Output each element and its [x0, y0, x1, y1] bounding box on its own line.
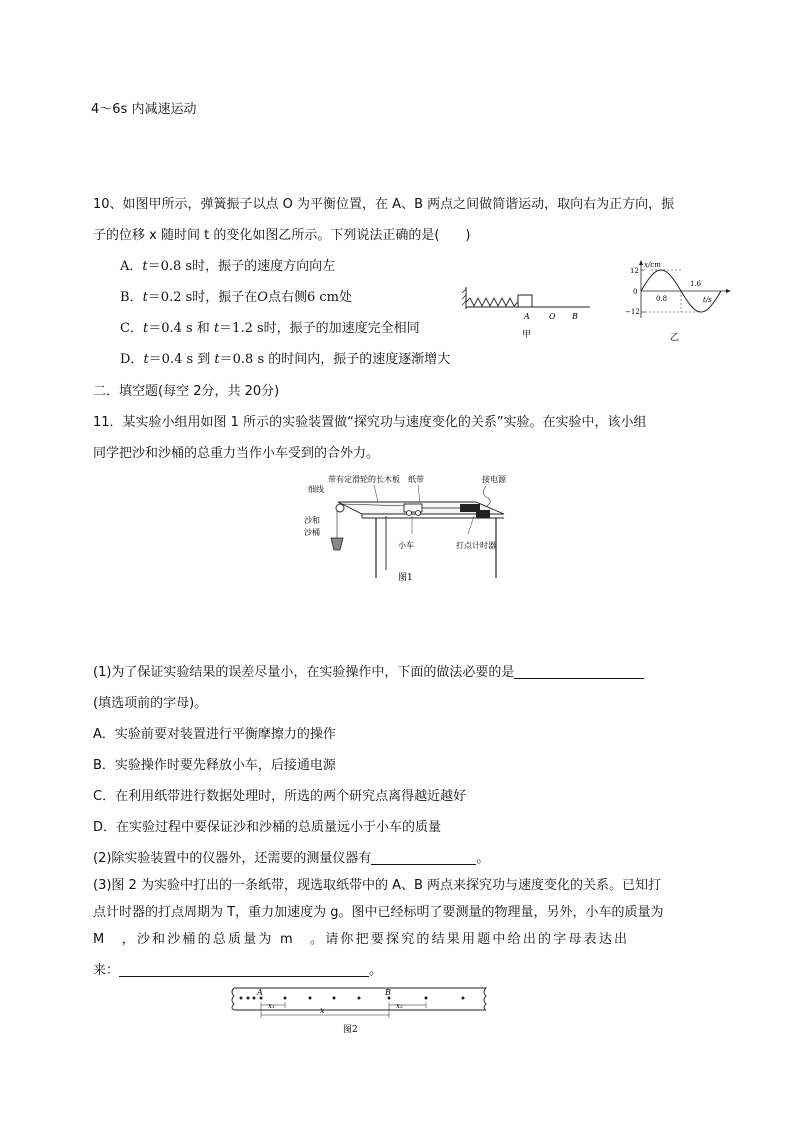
point-b-label: B: [572, 312, 578, 321]
oscillator-block: [518, 295, 532, 307]
y-axis-label: x/cm: [644, 261, 661, 269]
sand-label-1: 沙和: [304, 516, 320, 525]
part2-answer-blank[interactable]: [371, 850, 476, 865]
q10-option-d: D．t＝0.4 s 到 t＝0.8 s 的时间内，振子的速度逐渐增大: [120, 352, 451, 367]
point-o-label: O: [549, 312, 556, 321]
q11-part3-line4: 来： 。: [93, 963, 383, 978]
dot: [333, 997, 336, 1000]
experiment-apparatus-figure: [300, 470, 516, 584]
q10-stem-line2: 子的位移 x 随时间 t 的变化如图乙所示。下列说法正确的是( ): [93, 228, 471, 243]
tick-0: 0: [633, 288, 638, 296]
spring-oscillator-figure: [462, 283, 592, 343]
dot: [284, 997, 287, 1000]
tape-point-b: B: [385, 988, 391, 997]
board-label: 带有定滑轮的长木板: [328, 475, 400, 484]
q11-part1-line1: (1)为了保证实验结果的误差尽量小，在实验操作中，下面的做法必要的是: [93, 664, 644, 682]
q10-stem-line1: 10、如图甲所示，弹簧振子以点 O 为平衡位置，在 A、B 两点之间做简谐运动，取向右为正方向，振: [93, 197, 675, 212]
tick-12: 12: [630, 267, 639, 275]
tape-label: 纸带: [408, 475, 424, 484]
timer-label: 打点计时器: [456, 541, 496, 550]
displacement-time-graph: [614, 258, 736, 344]
section-2-title: 二．填空题(每空 2分，共 20分): [93, 384, 280, 399]
power-label: 接电源: [482, 475, 506, 484]
dot: [309, 997, 312, 1000]
q10-option-a: A．t＝0.8 s时，振子的速度方向向左: [120, 259, 336, 274]
dot: [247, 997, 250, 1000]
q11-stem-line1: 11．某实验小组用如图 1 所示的实验装置做“探究功与速度变化的关系”实验。在实验中，该小组: [93, 415, 647, 430]
time-0-8-label: 0.8: [656, 295, 668, 303]
dot: [240, 997, 243, 1000]
figure-jia-caption: 甲: [522, 330, 532, 340]
spring: [466, 298, 518, 306]
sand-label-2: 沙桶: [304, 528, 320, 537]
point-a-label: A: [524, 312, 530, 321]
paper-tape-figure: [228, 984, 490, 1036]
x1-label: x₁: [268, 1002, 275, 1010]
previous-answer: 4～6s 内减速运动: [91, 102, 197, 117]
dot: [358, 997, 361, 1000]
q10-option-c: C．t＝0.4 s 和 t＝1.2 s时，振子的加速度完全相同: [120, 321, 420, 336]
tape-point-a: A: [257, 988, 263, 997]
dot: [253, 997, 256, 1000]
t-axis-label: t/s: [703, 296, 712, 304]
cart-label: 小车: [398, 541, 414, 550]
part3-answer-blank[interactable]: [119, 962, 369, 977]
sand-bucket: [331, 538, 343, 550]
figure-2-caption: 图2: [343, 1025, 358, 1035]
y-axis-arrow: [639, 260, 643, 265]
q11-part3-line3: M ，沙和沙桶的总质量为 m 。请你把要探究的结果用题中给出的字母表达出: [93, 932, 630, 947]
q11-part2: (2)除实验装置中的仪器外，还需要的测量仪器有 。: [93, 851, 490, 866]
t-axis-arrow: [726, 289, 731, 293]
q11-option-d: D．在实验过程中要保证沙和沙桶的总质量远小于小车的质量: [93, 820, 442, 835]
figure-1-caption: 图1: [398, 573, 413, 583]
tick-neg12: −12: [625, 308, 640, 316]
q11-part3-line2: 点计时器的打点周期为 T，重力加速度为 g。图中已经标明了要测量的物理量，另外，小车的质量为: [93, 905, 664, 920]
q11-option-c: C．在利用纸带进行数据处理时，所选的两个研究点离得越近越好: [93, 789, 467, 804]
dot: [425, 997, 428, 1000]
x-label: x: [320, 1006, 325, 1015]
x2-label: x₂: [396, 1002, 403, 1010]
q11-option-a: A．实验前要对装置进行平衡摩擦力的操作: [93, 727, 336, 742]
part1-answer-blank[interactable]: [514, 664, 644, 679]
q11-option-b: B．实验操作时要先释放小车，后接通电源: [93, 758, 336, 773]
q11-stem-line2: 同学把沙和沙桶的总重力当作小车受到的合外力。: [93, 446, 380, 461]
q10-option-b: B．t＝0.2 s时，振子在O点右侧6 cm处: [120, 290, 352, 305]
figure-yi-caption: 乙: [670, 333, 680, 343]
string-label: 细线: [308, 485, 324, 494]
dot: [462, 997, 465, 1000]
q11-part3-line1: (3)图 2 为实验中打出的一条纸带，现选取纸带中的 A、B 两点来探究功与速度变化的关系。已知打: [93, 878, 662, 893]
q11-part1-line2: (填选项前的字母)。: [93, 696, 208, 711]
time-1-6-label: 1.6: [690, 280, 702, 288]
